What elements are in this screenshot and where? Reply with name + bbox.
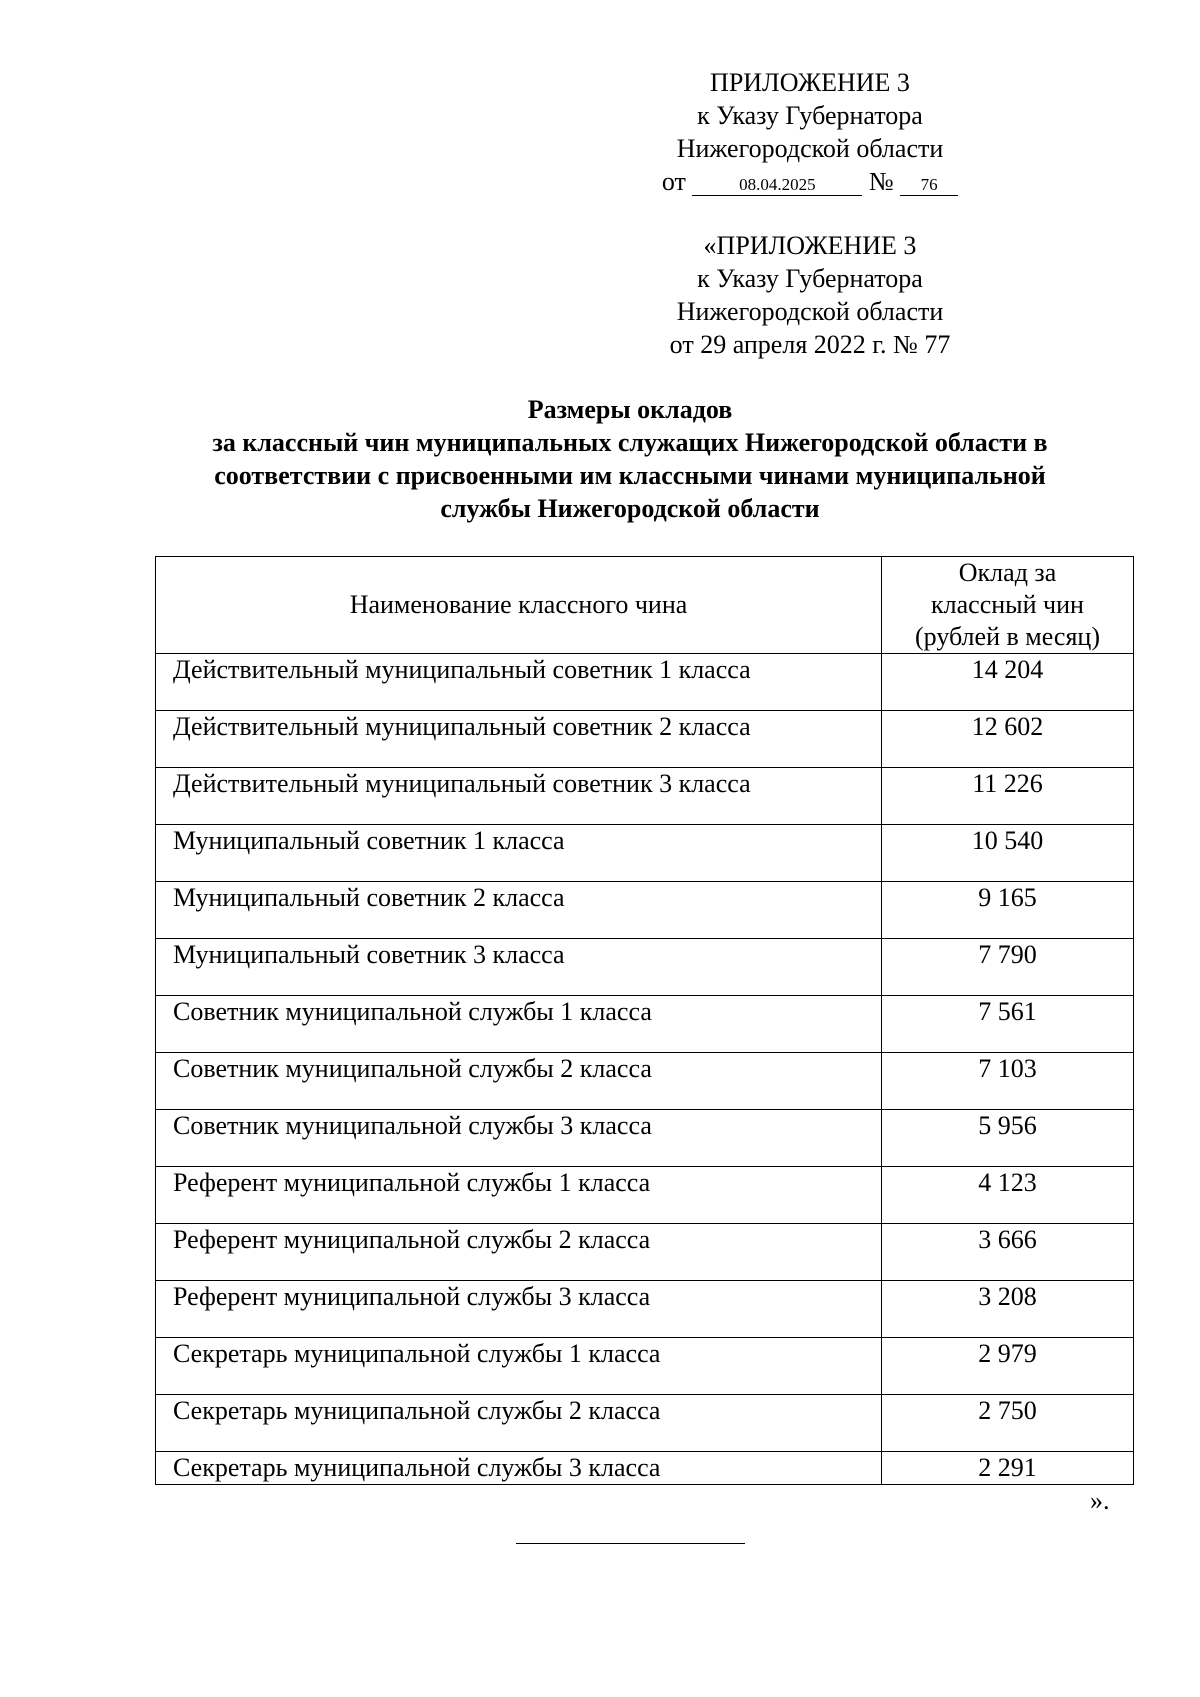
original-appendix-date-line: от 29 апреля 2022 г. № 77 [669, 330, 951, 359]
number-label: № [868, 167, 894, 196]
from-label: от [661, 167, 686, 196]
end-divider-line [516, 1543, 745, 1544]
table-row [156, 996, 1134, 1053]
title-line-2: за классный чин муниципальных служащих Нижегородской области в [212, 428, 1048, 457]
salary-cell: 9 165 [882, 882, 1134, 939]
header-salary [882, 557, 1134, 654]
rank-name-cell: Советник муниципальной службы 3 класса [156, 1110, 882, 1167]
rank-name-cell: Референт муниципальной службы 3 класса [156, 1281, 882, 1338]
rank-name-cell: Действительный муниципальный советник 3 класса [156, 768, 882, 825]
table-row [156, 1053, 1134, 1110]
table-row [156, 882, 1134, 939]
decree-date: 08.04.2025 [692, 175, 862, 196]
salary-cell: 4 123 [882, 1167, 1134, 1224]
rank-name-cell: Муниципальный советник 2 класса [156, 882, 882, 939]
table-row [156, 768, 1134, 825]
rank-name-cell: Советник муниципальной службы 1 класса [156, 996, 882, 1053]
rank-name-cell: Секретарь муниципальной службы 2 класса [156, 1395, 882, 1452]
appendix-region-line: Нижегородской области [676, 134, 944, 163]
rank-name-cell: Советник муниципальной службы 2 класса [156, 1053, 882, 1110]
rank-name-cell: Секретарь муниципальной службы 1 класса [156, 1338, 882, 1395]
table-row [156, 825, 1134, 882]
table-row [156, 654, 1134, 711]
rank-name-cell: Секретарь муниципальной службы 3 класса [156, 1452, 882, 1485]
rank-name-cell: Действительный муниципальный советник 2 класса [156, 711, 882, 768]
header-salary-line-3: (рублей в месяц) [915, 622, 1100, 651]
original-appendix-title: «ПРИЛОЖЕНИЕ 3 [703, 231, 917, 260]
salary-cell: 2 750 [882, 1395, 1134, 1452]
appendix-title: ПРИЛОЖЕНИЕ 3 [710, 68, 910, 97]
table-row [156, 1110, 1134, 1167]
salary-cell: 5 956 [882, 1110, 1134, 1167]
salary-cell: 10 540 [882, 825, 1134, 882]
table-row [156, 1338, 1134, 1395]
closing-quote-mark: ». [1090, 1486, 1110, 1515]
rank-name-cell: Референт муниципальной службы 2 класса [156, 1224, 882, 1281]
salary-cell: 2 979 [882, 1338, 1134, 1395]
salary-cell: 11 226 [882, 768, 1134, 825]
original-appendix-decree-line: к Указу Губернатора [697, 264, 923, 293]
table-row [156, 1452, 1134, 1485]
header-salary-line-2: классный чин [931, 590, 1084, 619]
salary-cell: 2 291 [882, 1452, 1134, 1485]
table-row [156, 711, 1134, 768]
header-salary-line-1: Оклад за [958, 558, 1057, 587]
table-row [156, 1281, 1134, 1338]
original-appendix-region-line: Нижегородской области [676, 297, 944, 326]
salary-cell: 12 602 [882, 711, 1134, 768]
document-title [150, 393, 1110, 525]
rank-name-cell: Муниципальный советник 1 класса [156, 825, 882, 882]
header-rank-name: Наименование классного чина [156, 557, 882, 654]
appendix-decree-line: к Указу Губернатора [697, 101, 923, 130]
salary-cell: 3 208 [882, 1281, 1134, 1338]
title-line-3: соответствии с присвоенными им классными чинами муниципальной [214, 461, 1046, 490]
salary-cell: 7 103 [882, 1053, 1134, 1110]
salary-table [155, 556, 1134, 1485]
rank-name-cell: Референт муниципальной службы 1 класса [156, 1167, 882, 1224]
table-row [156, 1224, 1134, 1281]
salary-cell: 3 666 [882, 1224, 1134, 1281]
table-row [156, 1167, 1134, 1224]
salary-cell: 14 204 [882, 654, 1134, 711]
appendix-header [620, 66, 1000, 198]
rank-name-cell: Действительный муниципальный советник 1 класса [156, 654, 882, 711]
title-line-4: службы Нижегородской области [440, 494, 820, 523]
rank-name-cell: Муниципальный советник 3 класса [156, 939, 882, 996]
table-row [156, 939, 1134, 996]
title-line-1: Размеры окладов [527, 395, 733, 424]
table-row [156, 1395, 1134, 1452]
decree-number: 76 [900, 175, 958, 196]
table-header-row [156, 557, 1134, 654]
salary-cell: 7 790 [882, 939, 1134, 996]
original-appendix-header [620, 229, 1000, 361]
appendix-date-line [620, 165, 1000, 198]
salary-cell: 7 561 [882, 996, 1134, 1053]
